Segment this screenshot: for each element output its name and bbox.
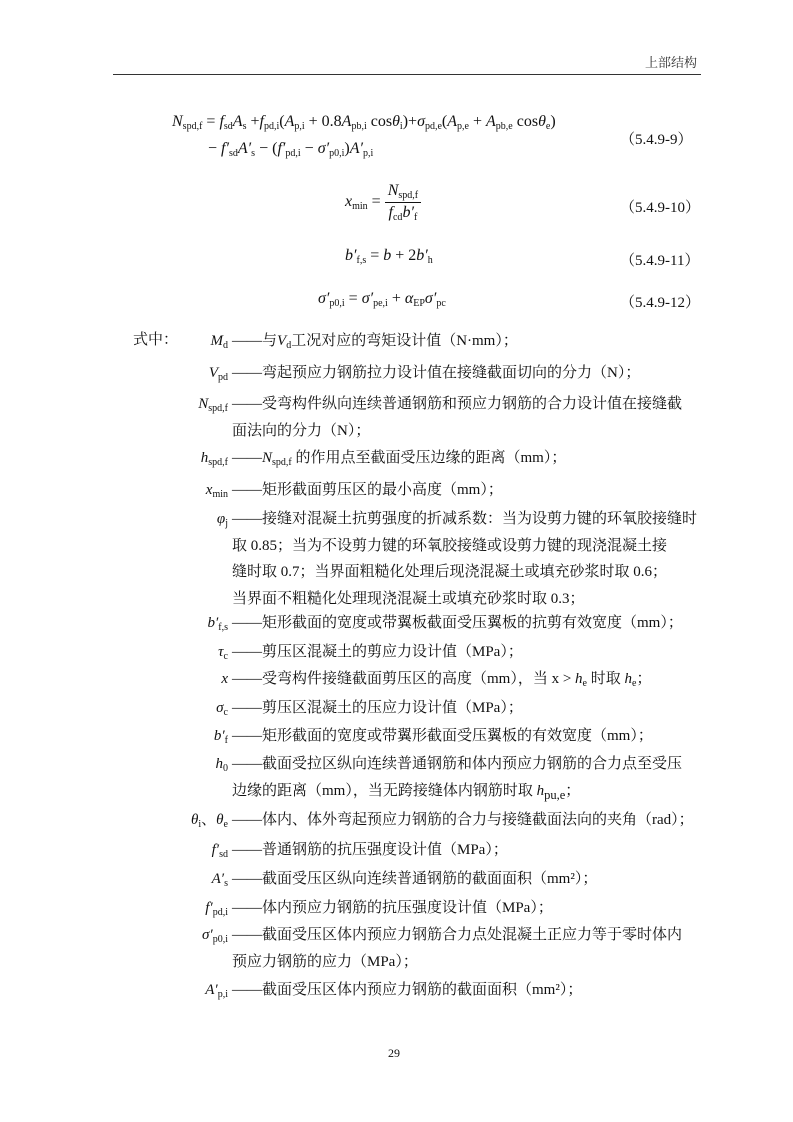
definition-text: ——截面受压区纵向连续普通钢筋的截面面积（mm²）；	[232, 871, 598, 887]
formula-5-4-9-12	[318, 290, 446, 309]
denominator	[385, 203, 421, 223]
math-subscript: pd,i	[263, 121, 280, 132]
definition-text: ——截面受压区体内预应力钢筋合力点处混凝土正应力等于零时体内	[232, 927, 683, 943]
definition-text: $——N_{spd,f}$ 的作用点至截面受压边缘的距离（mm）；	[232, 450, 567, 468]
math-symbol: f	[388, 204, 393, 221]
math-symbol: )+	[402, 113, 418, 130]
math-symbol: −	[208, 140, 222, 157]
math-symbol: σ	[417, 113, 425, 130]
math-subscript: s	[251, 148, 256, 159]
math-symbol: + 2	[391, 247, 417, 264]
definition-symbol: $\theta_i$、$\theta_e$	[191, 812, 228, 830]
fraction	[385, 182, 421, 223]
definition-text: ——剪压区混凝土的压应力设计值（MPa）；	[232, 700, 523, 716]
numerator	[385, 182, 421, 203]
definition-text: ——受弯构件接缝截面剪压区的高度（mm），当 $x > h_e$ 时取 $h_e$；	[232, 671, 652, 689]
definition-text: ——受弯构件纵向连续普通钢筋和预应力钢筋的合力设计值在接缝截	[232, 396, 683, 412]
definition-text: ——截面受压区体内预应力钢筋的截面面积（mm²）；	[232, 982, 583, 998]
math-subscript: EP	[413, 298, 425, 309]
definition-text-continued: 缝时取 0.7；当界面粗糙化处理后现浇混凝土或填充砂浆时取 0.6；	[232, 564, 668, 580]
math-symbol: σ′	[361, 290, 374, 307]
math-symbol: =	[366, 247, 384, 264]
math-symbol: −	[300, 140, 318, 157]
equation-number: （5.4.9-11）	[620, 253, 700, 269]
math-symbol: A	[447, 113, 458, 130]
math-symbol: f	[259, 113, 264, 130]
math-subscript: p0,i	[329, 298, 345, 309]
math-symbol: )	[344, 140, 350, 157]
math-symbol: b′	[345, 247, 357, 264]
definition-text: ——矩形截面剪压区的最小高度（mm）；	[232, 482, 503, 498]
formula-5-4-9-9-line2	[208, 140, 373, 159]
math-symbol: =	[344, 290, 362, 307]
math-subscript: i	[399, 121, 403, 132]
math-symbol: b	[383, 247, 392, 264]
math-symbol: A	[232, 113, 243, 130]
math-subscript: pd,i	[285, 148, 301, 159]
definition-text: ——剪压区混凝土的剪应力设计值（MPa）；	[232, 644, 523, 660]
math-symbol: N	[172, 113, 183, 130]
header-rule	[113, 74, 701, 75]
math-symbol: A	[341, 113, 352, 130]
math-subscript: sd	[228, 148, 238, 159]
math-symbol: σ′	[317, 140, 330, 157]
math-symbol: (	[441, 113, 448, 130]
equation-number: （5.4.9-10）	[620, 200, 700, 216]
definition-text-continued: 取 0.85；当为不设剪力键的环氧胶接缝或设剪力键的现浇混凝土接	[232, 537, 668, 554]
definition-symbol: $A'_{p,i}$	[205, 982, 228, 1000]
math-subscript: p,e	[457, 121, 469, 132]
formula-lhs	[345, 193, 385, 210]
math-symbol: N	[387, 182, 399, 199]
definition-symbol: $b'_{f,s}$	[207, 615, 228, 633]
definition-text: ——体内、体外弯起预应力钢筋的合力与接缝截面法向的夹角（rad）；	[232, 812, 694, 828]
definition-symbol: $\sigma_c$	[216, 700, 228, 718]
math-subscript: spd,f	[182, 121, 203, 132]
math-subscript: min	[352, 201, 368, 212]
math-symbol: =	[202, 113, 220, 130]
math-symbol: )	[550, 113, 556, 130]
definition-text-continued: 边缘的距离（mm），当无跨接缝体内钢筋时取 $h_{pu,e}$；	[232, 782, 581, 802]
math-subscript: pb,e	[495, 121, 513, 132]
page-number: 29	[388, 1046, 400, 1060]
formula-5-4-9-10	[345, 182, 421, 223]
math-symbol: σ′	[318, 290, 330, 307]
math-symbol: cos	[366, 113, 393, 130]
math-symbol: b′	[402, 204, 414, 221]
math-subscript: p0,i	[329, 148, 345, 159]
definition-text: ——矩形截面的宽度或带翼板截面受压翼板的抗剪有效宽度（mm）；	[232, 615, 683, 631]
equation-number: （5.4.9-12）	[620, 295, 700, 311]
definition-symbol: $N_{spd,f}$	[198, 396, 228, 414]
math-symbol: A′	[349, 140, 363, 157]
math-symbol: b′	[416, 247, 428, 264]
math-subscript: pe,i	[373, 298, 388, 309]
math-symbol: A	[284, 113, 295, 130]
running-header: 上部结构	[644, 55, 697, 70]
definition-text: ——与$V_d$工况对应的弯矩设计值（N·mm）；	[232, 333, 518, 351]
math-subscript: f	[413, 212, 418, 223]
definition-symbol: $\sigma'_{p0,i}$	[202, 927, 228, 945]
definition-text-continued: 面法向的分力（N）；	[232, 422, 371, 439]
math-subscript: f,s	[356, 255, 367, 266]
definition-text: ——体内预应力钢筋的抗压强度设计值（MPa）；	[232, 900, 553, 916]
definition-symbol: x	[221, 671, 228, 687]
math-symbol: f	[219, 113, 224, 130]
math-symbol: A′	[237, 140, 252, 157]
definition-symbol: $h_0$	[215, 756, 228, 774]
definition-symbol: $h_{spd,f}$	[200, 450, 228, 468]
math-symbol: +	[468, 113, 486, 130]
definition-symbol: $V_{pd}$	[208, 365, 228, 383]
definition-symbol: $\tau_c$	[218, 644, 228, 662]
math-subscript: p,i	[362, 148, 374, 159]
math-subscript: sd	[223, 121, 233, 132]
math-symbol: A	[486, 113, 496, 130]
math-subscript: spd,f	[398, 190, 419, 201]
math-subscript: p,i	[294, 121, 305, 132]
math-symbol: x	[345, 193, 353, 210]
math-subscript: pb,i	[351, 121, 367, 132]
math-symbol: =	[367, 193, 385, 210]
formula-5-4-9-11	[345, 247, 433, 266]
math-symbol: σ′	[424, 290, 437, 307]
definition-text: ——矩形截面的宽度或带翼形截面受压翼板的有效宽度（mm）；	[232, 728, 653, 744]
definition-symbol: $\varphi_j$	[216, 511, 228, 529]
definition-text: ——接缝对混凝土抗剪强度的折减系数：当为设剪力键的环氧胶接缝时	[232, 511, 698, 527]
formula-5-4-9-9-line1	[172, 113, 556, 132]
definition-symbol: $A'_s$	[211, 871, 228, 889]
definitions-lead: 式中：	[133, 332, 179, 348]
definition-text: ——弯起预应力钢筋拉力设计值在接缝截面切向的分力（N）；	[232, 365, 641, 381]
math-subscript: pc	[436, 298, 446, 309]
definition-text-continued: 当界面不粗糙化处理现浇混凝土或填充砂浆时取 0.3；	[232, 590, 585, 607]
definition-symbol: $f'_{pd,i}$	[205, 900, 228, 918]
math-symbol: θ	[392, 113, 400, 130]
math-symbol: α	[404, 290, 414, 307]
math-symbol: + 0.8	[304, 113, 342, 130]
definition-text-continued: 预应力钢筋的应力（MPa）；	[232, 953, 418, 970]
math-subscript: e	[545, 121, 551, 132]
math-symbol: +	[246, 113, 260, 130]
math-symbol: f′	[277, 140, 286, 157]
equation-number: （5.4.9-9）	[620, 132, 693, 148]
math-subscript: s	[242, 121, 247, 132]
definition-text: ——普通钢筋的抗压强度设计值（MPa）；	[232, 842, 508, 858]
math-symbol: cos	[512, 113, 539, 130]
math-symbol: − (	[255, 140, 278, 157]
math-symbol: (	[279, 113, 285, 130]
math-subscript: cd	[392, 212, 403, 223]
math-symbol: f′	[221, 140, 229, 157]
definition-symbol: $M_d$	[210, 333, 228, 351]
math-symbol: +	[387, 290, 405, 307]
definition-symbol: $f'_{sd}$	[211, 842, 228, 860]
math-symbol: θ	[538, 113, 546, 130]
definition-text: ——截面受拉区纵向连续普通钢筋和体内预应力钢筋的合力点至受压	[232, 756, 683, 772]
definition-symbol: $b'_f$	[213, 728, 228, 746]
definition-symbol: $x_{min}$	[205, 482, 228, 500]
math-subscript: h	[427, 255, 433, 266]
math-subscript: pd,e	[424, 121, 442, 132]
